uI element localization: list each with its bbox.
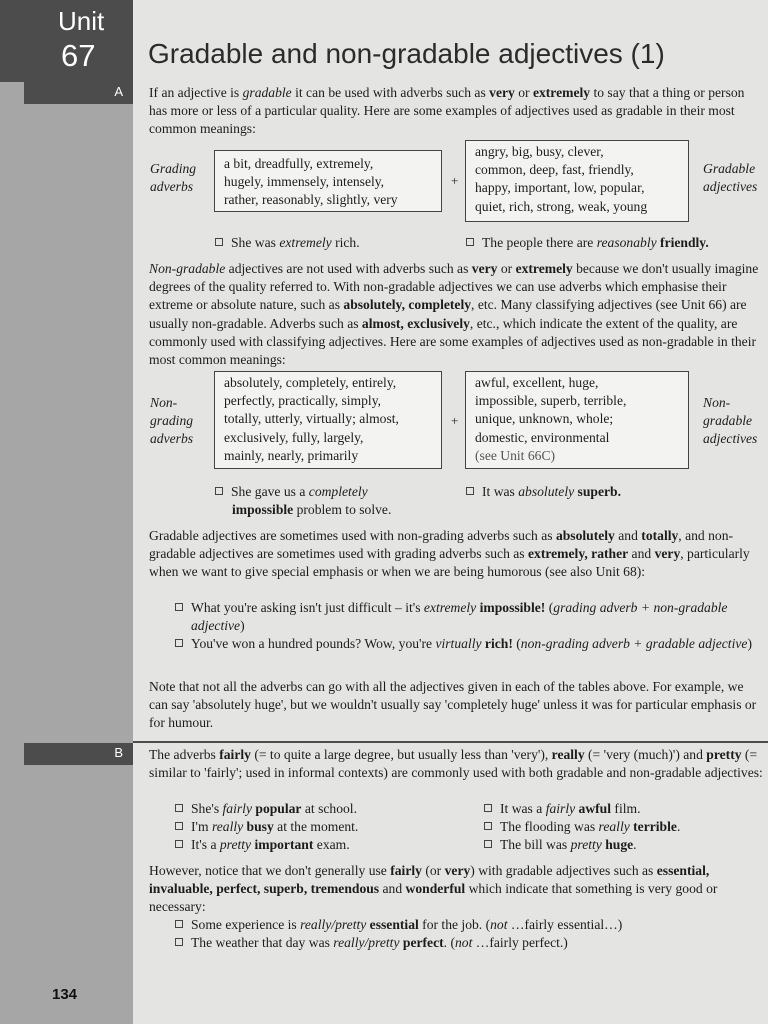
- example-item: The bill was pretty huge.: [484, 836, 637, 854]
- section-a-marker: [24, 82, 133, 104]
- example-item: She's fairly popular at school.: [175, 800, 357, 818]
- non-gradable-adjectives-box: awful, excellent, huge, impossible, superb, terrible, unique, unknown, whole; domestic, environmental (see Unit 66C): [465, 371, 689, 469]
- checkbox-icon: [175, 938, 183, 946]
- checkbox-icon: [484, 804, 492, 812]
- example-item: The flooding was really terrible.: [484, 818, 680, 836]
- checkbox-icon: [466, 487, 474, 495]
- checkbox-icon: [466, 238, 474, 246]
- section-divider: [133, 741, 768, 743]
- page-number: 134: [52, 986, 78, 1003]
- section-a-intro: If an adjective is gradable it can be used with adverbs such as very or extremely to say that a thing or person has more or less of a particular quality. Here are some examples of adjectives used as gradable in their most common meanings:: [149, 85, 745, 137]
- plus-sign: +: [451, 413, 459, 428]
- example-item: You've won a hundred pounds? Wow, you're virtually rich! (non-grading adverb + gradable adjective): [175, 635, 763, 653]
- non-grading-adverbs-box: absolutely, completely, entirely, perfectly, practically, simply, totally, utterly, virtually; almost, exclusively, fully, largely, mainly, nearly, primarily: [214, 371, 442, 469]
- checkbox-icon: [175, 920, 183, 928]
- example-item: She gave us a completely impossible problem to solve.: [215, 483, 391, 519]
- example-item: The people there are reasonably friendly.: [466, 234, 709, 252]
- page-title: Gradable and non-gradable adjectives (1): [148, 38, 665, 69]
- checkbox-icon: [215, 238, 223, 246]
- section-b-intro: The adverbs fairly (= to quite a large degree, but usually less than 'very'), really (= 'very (much)') and pretty (= similar to 'fairly'; used in informal contexts) are commonly used with both gradable and non-gradable adjectives:: [149, 747, 763, 781]
- grading-adverbs-label: Grading adverbs: [150, 161, 197, 195]
- checkbox-icon: [175, 639, 183, 647]
- non-gradable-adjectives-label: Non- gradable adjectives: [703, 395, 758, 447]
- non-grading-adverbs-label: Non- grading adverbs: [150, 395, 194, 447]
- section-b-marker: [24, 743, 133, 765]
- checkbox-icon: [175, 840, 183, 848]
- example-item: She was extremely rich.: [215, 234, 360, 252]
- unit-sidebar: [0, 0, 133, 1024]
- checkbox-icon: [484, 840, 492, 848]
- example-item: Some experience is really/pretty essential for the job. (not …fairly essential…): [175, 916, 622, 934]
- unit-label: Unit: [58, 6, 105, 36]
- example-item: The weather that day was really/pretty perfect. (not …fairly perfect.): [175, 934, 568, 952]
- unit-header-block: [0, 0, 133, 82]
- checkbox-icon: [215, 487, 223, 495]
- checkbox-icon: [484, 822, 492, 830]
- section-a-paragraph-3: Gradable adjectives are sometimes used with non-grading adverbs such as absolutely and totally, and non-gradable adjectives are sometimes used with grading adverbs such as extremely, rather and very, particularly when we want to give special emphasis or when we are being humorous (see also Unit 68):: [149, 528, 750, 580]
- section-a-paragraph-4: Note that not all the adverbs can go with all the adjectives given in each of the tables above. For example, we can say 'absolutely huge', but we wouldn't usually say 'completely huge' unless it was for particular emphasis or for humour.: [149, 679, 757, 731]
- section-b-paragraph-2: However, notice that we don't generally use fairly (or very) with gradable adjectives such as essential, invaluable, perfect, superb, tremendous and wonderful which indicate that something is very good or necessary:: [149, 863, 718, 915]
- gradable-adjectives-box: angry, big, busy, clever, common, deep, fast, friendly, happy, important, low, popular, quiet, rich, strong, weak, young: [465, 140, 689, 222]
- grading-adverbs-box: a bit, dreadfully, extremely, hugely, immensely, intensely, rather, reasonably, slightly, very: [214, 150, 442, 212]
- example-item: It was a fairly awful film.: [484, 800, 640, 818]
- plus-sign: +: [451, 173, 459, 188]
- checkbox-icon: [175, 603, 183, 611]
- example-item: I'm really busy at the moment.: [175, 818, 358, 836]
- example-item: It was absolutely superb.: [466, 483, 621, 501]
- unit-number: 67: [61, 38, 96, 73]
- example-item: What you're asking isn't just difficult – it's extremely impossible! (grading adverb + non-gradable adjective): [175, 599, 763, 635]
- checkbox-icon: [175, 804, 183, 812]
- section-a-paragraph-2: Non-gradable adjectives are not used with adverbs such as very or extremely because we don't usually imagine degrees of the quality referred to. With non-gradable adjectives we can use adverbs which emphasise their extreme or absolute nature, such as absolutely, completely, etc. Many classifying adjectives (see Unit 66) are usually non-gradable. Adverbs such as almost, exclusively, etc., which indicate the extent of the quality, are commonly used with classifying adjectives. Here are some examples of adjectives used as non-gradable in their most common meanings:: [149, 261, 759, 368]
- example-item: It's a pretty important exam.: [175, 836, 350, 854]
- section-b-letter: B: [114, 745, 123, 760]
- checkbox-icon: [175, 822, 183, 830]
- gradable-adjectives-label: Gradable adjectives: [703, 161, 758, 195]
- section-a-letter: A: [114, 84, 123, 99]
